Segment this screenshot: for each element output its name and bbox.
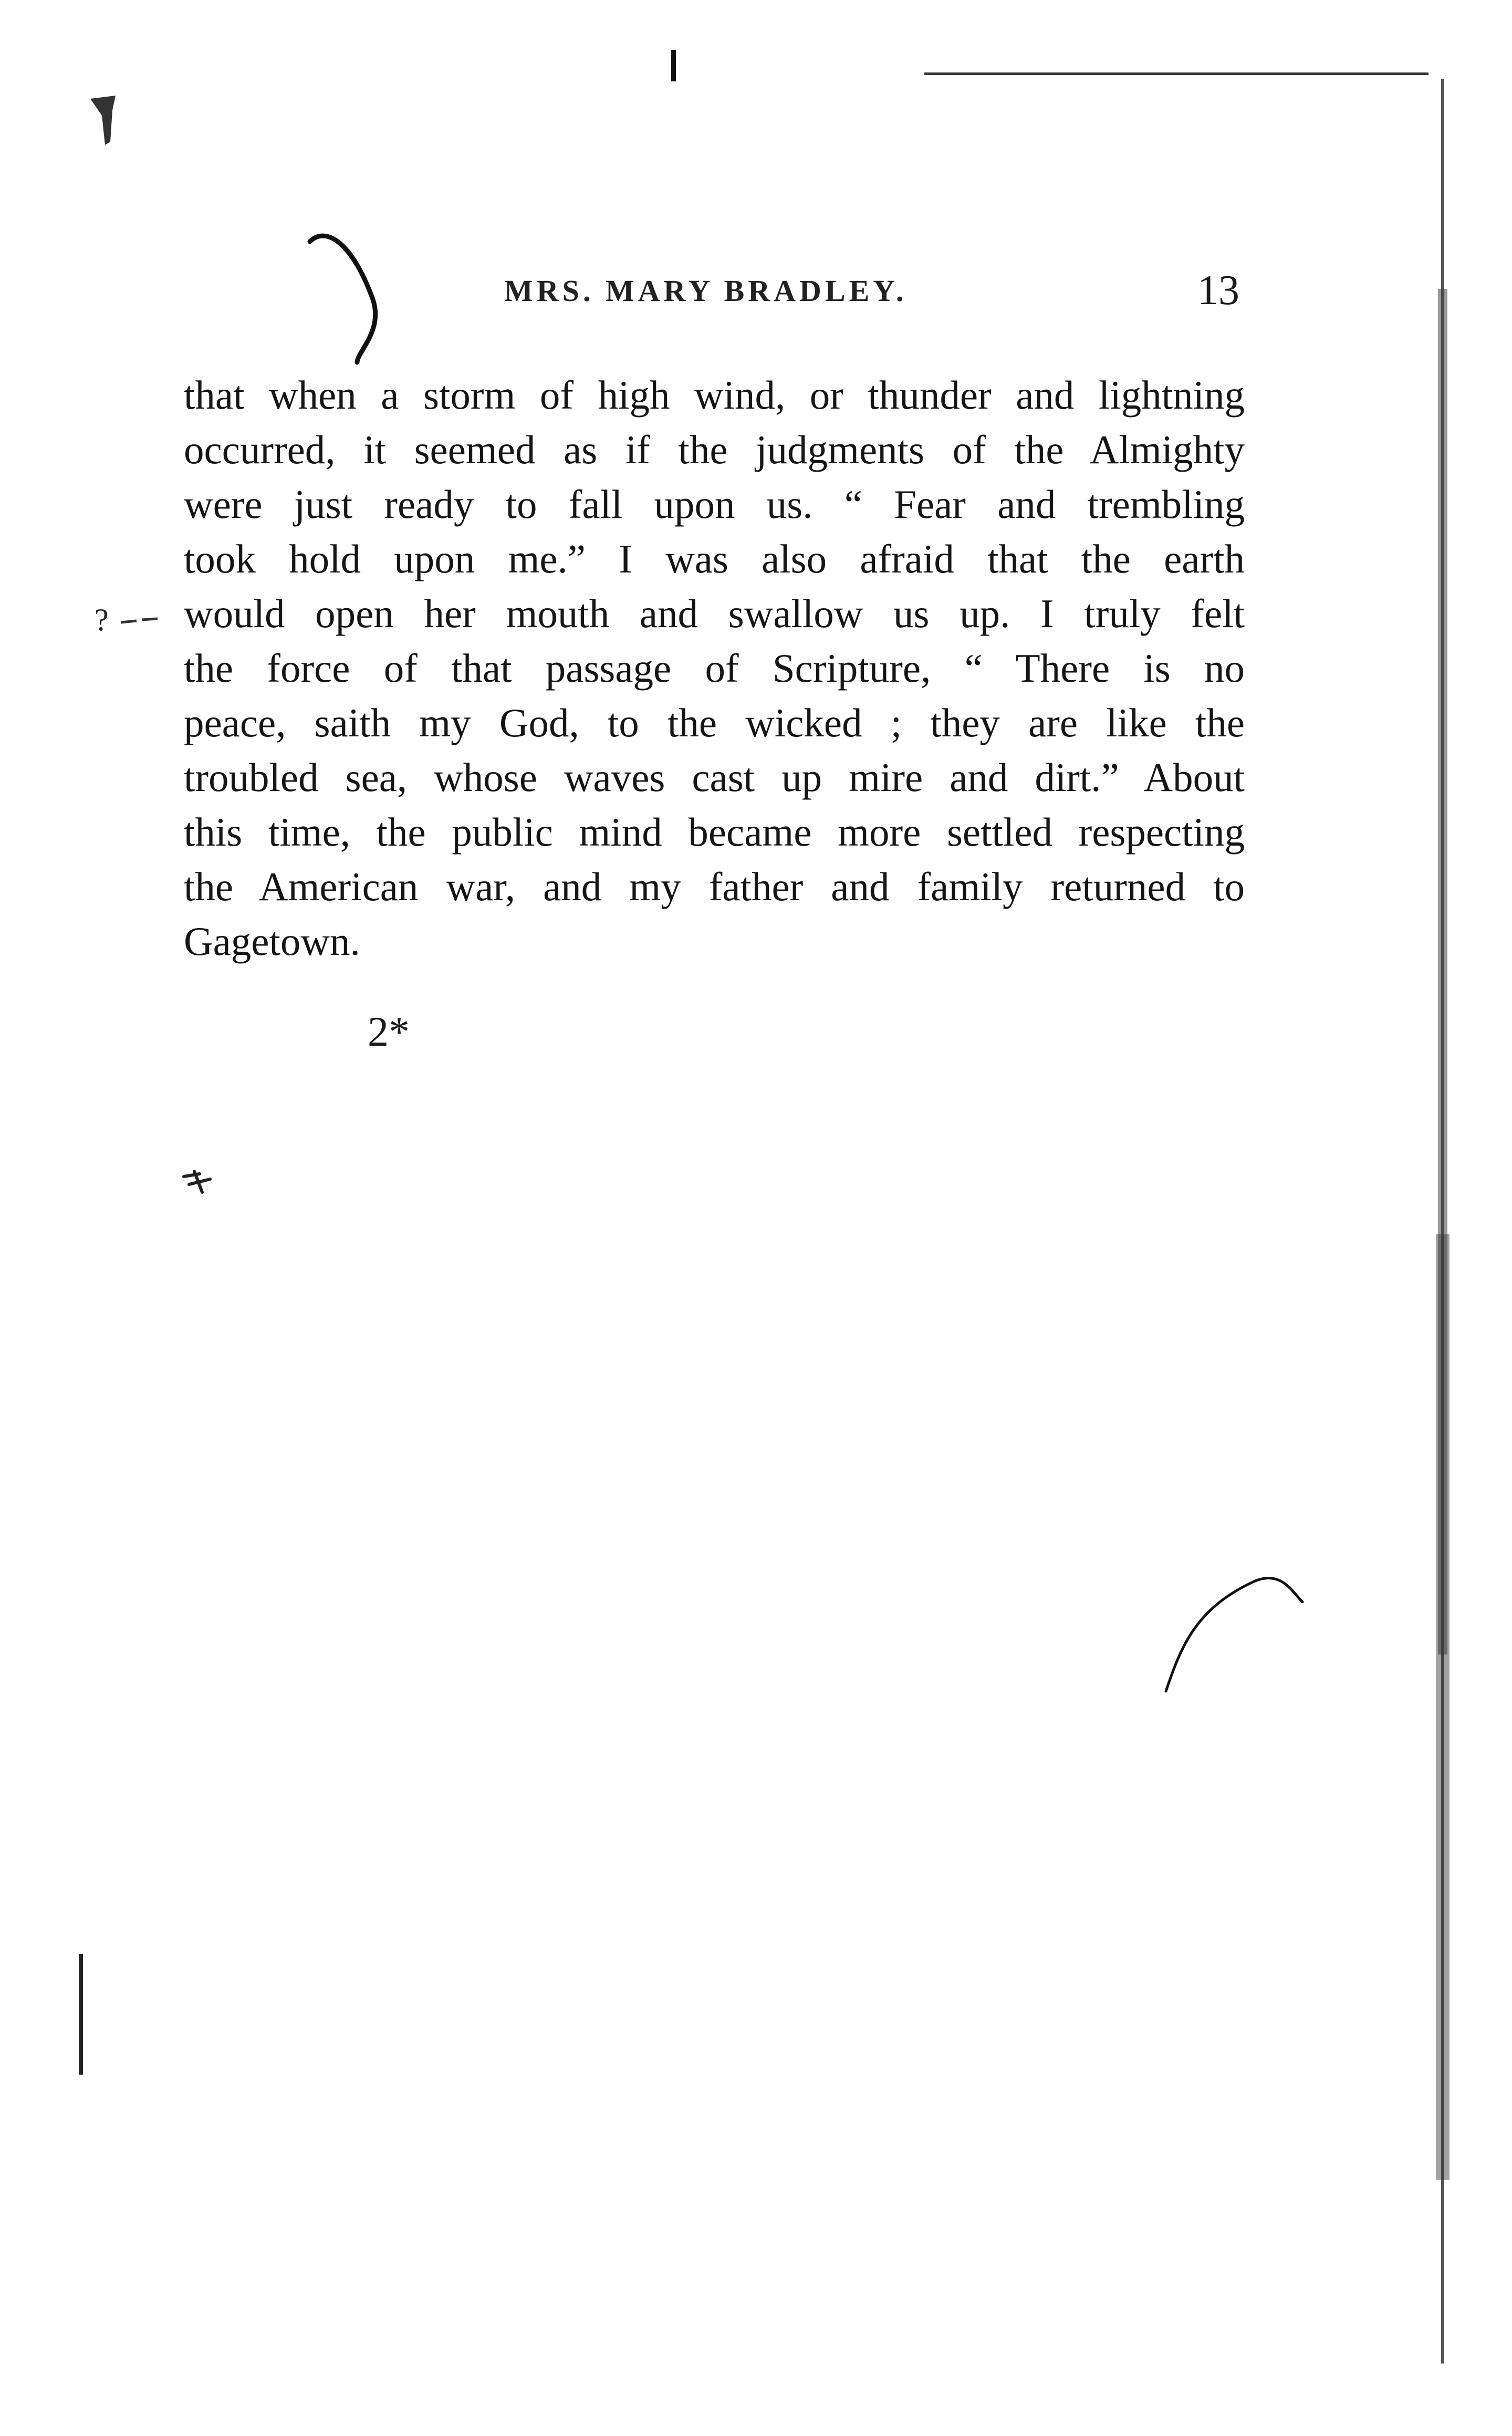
text-line: would open her mouth and swallow us up. I truly felt <box>184 591 1245 636</box>
text-line-last: Gagetown. <box>184 919 360 964</box>
text-line: occurred, it seemed as if the judgments of the Almighty <box>184 427 1245 472</box>
scan-mark-corner-smudge <box>89 95 118 147</box>
scan-mark-left-edge <box>79 1954 83 2075</box>
page-number: 13 <box>1197 267 1239 314</box>
scan-mark-right-edge <box>1434 79 1454 2364</box>
scan-mark-top-rule <box>924 72 1428 75</box>
signature-mark: 2* <box>368 1009 410 1055</box>
text-line: were just ready to fall upon us. “ Fear and trembling <box>184 482 1245 527</box>
text-line: peace, saith my God, to the wicked ; they are like the <box>184 700 1245 745</box>
svg-text:?: ? <box>95 602 109 637</box>
text-line: the force of that passage of Scripture, “ There is no <box>184 646 1245 691</box>
scan-mark-top-tick <box>671 50 676 81</box>
text-line: the American war, and my father and family returned to <box>184 864 1245 909</box>
text-line: this time, the public mind became more settled respecting <box>184 809 1245 855</box>
text-line: troubled sea, whose waves cast up mire and dirt.” About <box>184 755 1245 800</box>
text-line: that when a storm of high wind, or thunder and lightning <box>184 372 1245 418</box>
running-header: MRS. MARY BRADLEY. <box>504 274 908 308</box>
pen-stroke-top-left <box>294 221 399 368</box>
body-text <box>184 368 1245 969</box>
text-line: took hold upon me.” I was also afraid that the earth <box>184 536 1245 581</box>
scan-mark-left-marginal <box>58 599 163 651</box>
pen-stroke-middle-right <box>1161 1570 1318 1702</box>
pen-mark-left-margin <box>179 1166 215 1198</box>
